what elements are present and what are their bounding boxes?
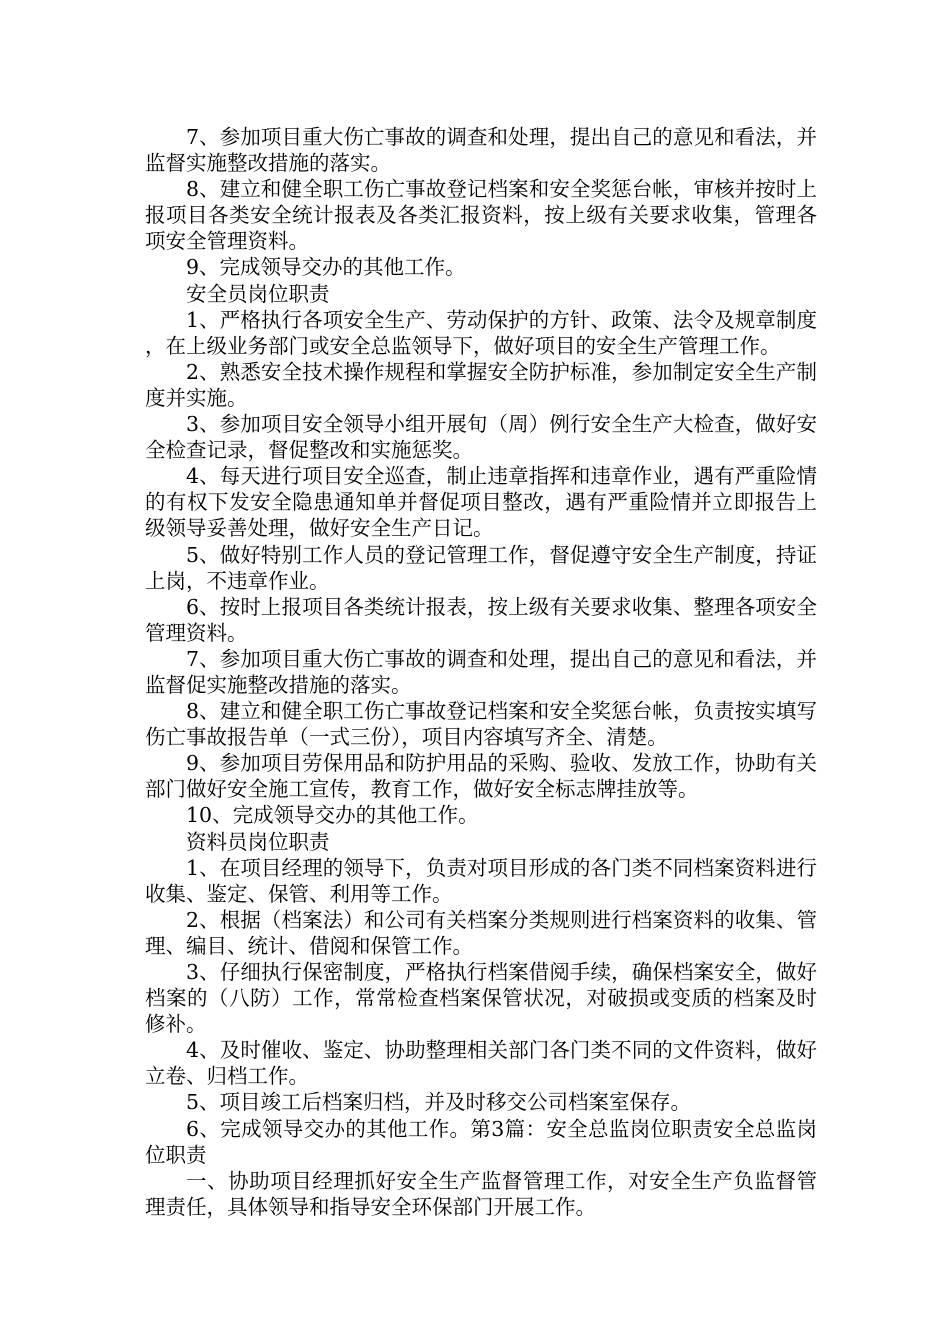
paragraph-records-4: 4、及时催收、鉴定、协助整理相关部门各门类不同的文件资料，做好立卷、归档工作。 (145, 1038, 817, 1089)
paragraph-records-6: 6、完成领导交办的其他工作。第3篇：安全总监岗位职责安全总监岗位职责 (145, 1116, 817, 1167)
paragraph-safety-7: 7、参加项目重大伤亡事故的调查和处理，提出自己的意见和看法，并监督促实施整改措施的落实。 (145, 646, 817, 697)
paragraph-records-5: 5、项目竣工后档案归档，并及时移交公司档案室保存。 (186, 1090, 692, 1115)
section-heading-safety-officer: 安全员岗位职责 (186, 281, 330, 306)
paragraph-safety-8: 8、建立和健全职工伤亡事故登记档案和安全奖惩台帐，负责按实填写伤亡事故报告单（一式三份），项目内容填写齐全、清楚。 (145, 699, 817, 750)
paragraph-duty-9: 9、完成领导交办的其他工作。 (186, 255, 466, 280)
paragraph-director-1: 一、协助项目经理抓好安全生产监督管理工作，对安全生产负监督管理责任，具体领导和指导安全环保部门开展工作。 (145, 1168, 817, 1219)
paragraph-records-1: 1、在项目经理的领导下，负责对项目形成的各门类不同档案资料进行收集、鉴定、保管、利用等工作。 (145, 855, 817, 906)
paragraph-safety-10: 10、完成领导交办的其他工作。 (186, 803, 479, 828)
paragraph-safety-9: 9、参加项目劳保用品和防护用品的采购、验收、发放工作，协助有关部门做好安全施工宣传，教育工作，做好安全标志牌挂放等。 (145, 751, 817, 802)
paragraph-safety-1: 1、严格执行各项安全生产、劳动保护的方针、政策、法令及规章制度，在上级业务部门或安全总监领导下，做好项目的安全生产管理工作。 (145, 307, 817, 358)
section-heading-records-clerk: 资料员岗位职责 (186, 829, 330, 854)
paragraph-safety-6: 6、按时上报项目各类统计报表，按上级有关要求收集、整理各项安全管理资料。 (145, 594, 817, 645)
paragraph-safety-3: 3、参加项目安全领导小组开展旬（周）例行安全生产大检查，做好安全检查记录，督促整改和实施惩奖。 (145, 412, 817, 463)
paragraph-safety-2: 2、熟悉安全技术操作规程和掌握安全防护标准，参加制定安全生产制度并实施。 (145, 359, 817, 410)
paragraph-safety-5: 5、做好特别工作人员的登记管理工作，督促遵守安全生产制度，持证上岗，不违章作业。 (145, 542, 817, 593)
document-page (145, 124, 817, 1220)
paragraph-duty-7: 7、参加项目重大伤亡事故的调查和处理，提出自己的意见和看法，并监督实施整改措施的落实。 (145, 125, 817, 176)
paragraph-safety-4: 4、每天进行项目安全巡查，制止违章指挥和违章作业，遇有严重险情的有权下发安全隐患通知单并督促项目整改，遇有严重险情并立即报告上级领导妥善处理，做好安全生产日记。 (145, 464, 817, 541)
paragraph-records-3: 3、仔细执行保密制度，严格执行档案借阅手续，确保档案安全，做好档案的（八防）工作，常常检查档案保管状况，对破损或变质的档案及时修补。 (145, 960, 817, 1037)
paragraph-records-2: 2、根据（档案法）和公司有关档案分类规则进行档案资料的收集、管理、编目、统计、借阅和保管工作。 (145, 907, 817, 958)
paragraph-duty-8: 8、建立和健全职工伤亡事故登记档案和安全奖惩台帐，审核并按时上报项目各类安全统计报表及各类汇报资料，按上级有关要求收集，管理各项安全管理资料。 (145, 177, 817, 254)
